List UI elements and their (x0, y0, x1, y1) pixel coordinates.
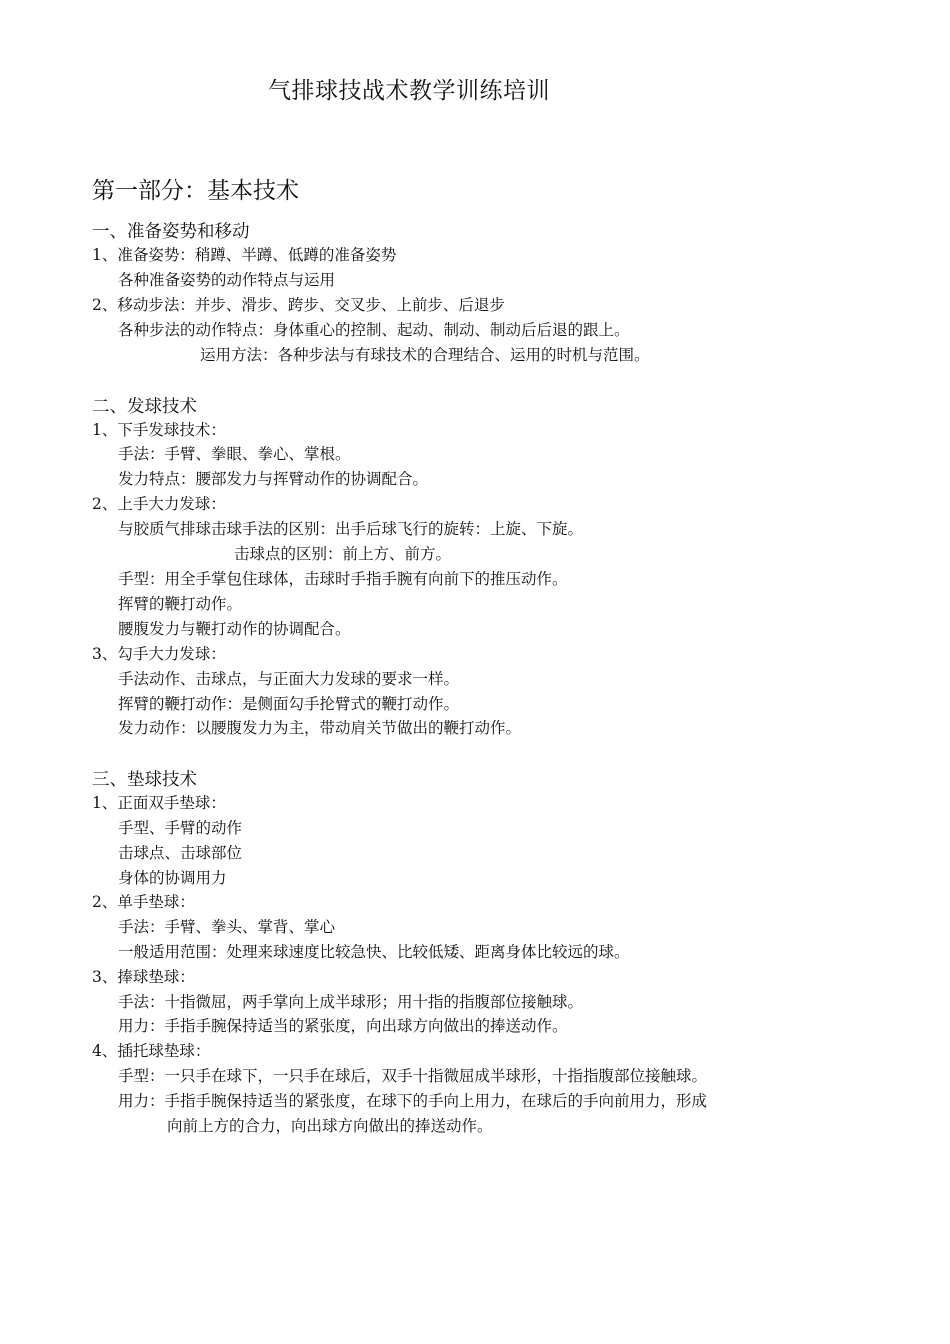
text-line: 1、准备姿势：稍蹲、半蹲、低蹲的准备姿势 (92, 246, 397, 264)
text-line: 与胶质气排球击球手法的区别：出手后球飞行的旋转：上旋、下旋。 (118, 520, 584, 538)
text-line: 手法动作、击球点，与正面大力发球的要求一样。 (118, 670, 460, 688)
section-heading-dig: 三、垫球技术 (92, 770, 197, 790)
text-line: 向前上方的合力，向出球方向做出的捧送动作。 (167, 1117, 493, 1135)
text-line: 发力动作：以腰腹发力为主，带动肩关节做出的鞭打动作。 (118, 719, 522, 737)
text-line: 手法：手臂、拳头、掌背、掌心 (118, 918, 336, 936)
text-line: 手型：用全手掌包住球体，击球时手指手腕有向前下的推压动作。 (118, 570, 568, 588)
section-heading-serve: 二、发球技术 (92, 397, 197, 417)
part-heading: 第一部分：基本技术 (92, 178, 299, 204)
document-title: 气排球技战术教学训练培训 (268, 78, 550, 104)
text-line: 4、插托球垫球： (92, 1042, 211, 1060)
text-line: 击球点、击球部位 (118, 844, 243, 862)
text-line: 3、勾手大力发球： (92, 645, 226, 663)
text-line: 发力特点：腰部发力与挥臂动作的协调配合。 (118, 470, 429, 488)
text-line: 1、下手发球技术： (92, 421, 226, 439)
text-line: 腰腹发力与鞭打动作的协调配合。 (118, 620, 351, 638)
text-line: 手法：十指微屈，两手掌向上成半球形；用十指的指腹部位接触球。 (118, 993, 584, 1011)
section-heading-preparation: 一、准备姿势和移动 (92, 222, 250, 242)
text-line: 挥臂的鞭打动作：是侧面勾手抡臂式的鞭打动作。 (118, 695, 460, 713)
text-line: 2、单手垫球： (92, 893, 195, 911)
text-line: 手型、手臂的动作 (118, 819, 243, 837)
text-line: 各种步法的动作特点：身体重心的控制、起动、制动、制动后后退的跟上。 (118, 321, 630, 339)
text-line: 2、移动步法：并步、滑步、跨步、交叉步、上前步、后退步 (92, 296, 505, 314)
text-line: 手型：一只手在球下，一只手在球后，双手十指微屈成半球形，十指指腹部位接触球。 (118, 1067, 708, 1085)
text-line: 挥臂的鞭打动作。 (118, 595, 243, 613)
text-line: 身体的协调用力 (118, 869, 227, 887)
text-line: 用力：手指手腕保持适当的紧张度，向出球方向做出的捧送动作。 (118, 1017, 568, 1035)
text-line: 手法：手臂、拳眼、拳心、掌根。 (118, 445, 351, 463)
text-line: 各种准备姿势的动作特点与运用 (118, 271, 336, 289)
text-line: 2、上手大力发球： (92, 495, 226, 513)
text-line: 3、捧球垫球： (92, 968, 195, 986)
text-line: 1、正面双手垫球： (92, 794, 226, 812)
text-line: 一般适用范围：处理来球速度比较急快、比较低矮、距离身体比较远的球。 (118, 943, 630, 961)
text-line: 运用方法：各种步法与有球技术的合理结合、运用的时机与范围。 (200, 346, 650, 364)
text-line: 用力：手指手腕保持适当的紧张度，在球下的手向上用力，在球后的手向前用力，形成 (118, 1092, 708, 1110)
text-line: 击球点的区别：前上方、前方。 (234, 545, 452, 563)
